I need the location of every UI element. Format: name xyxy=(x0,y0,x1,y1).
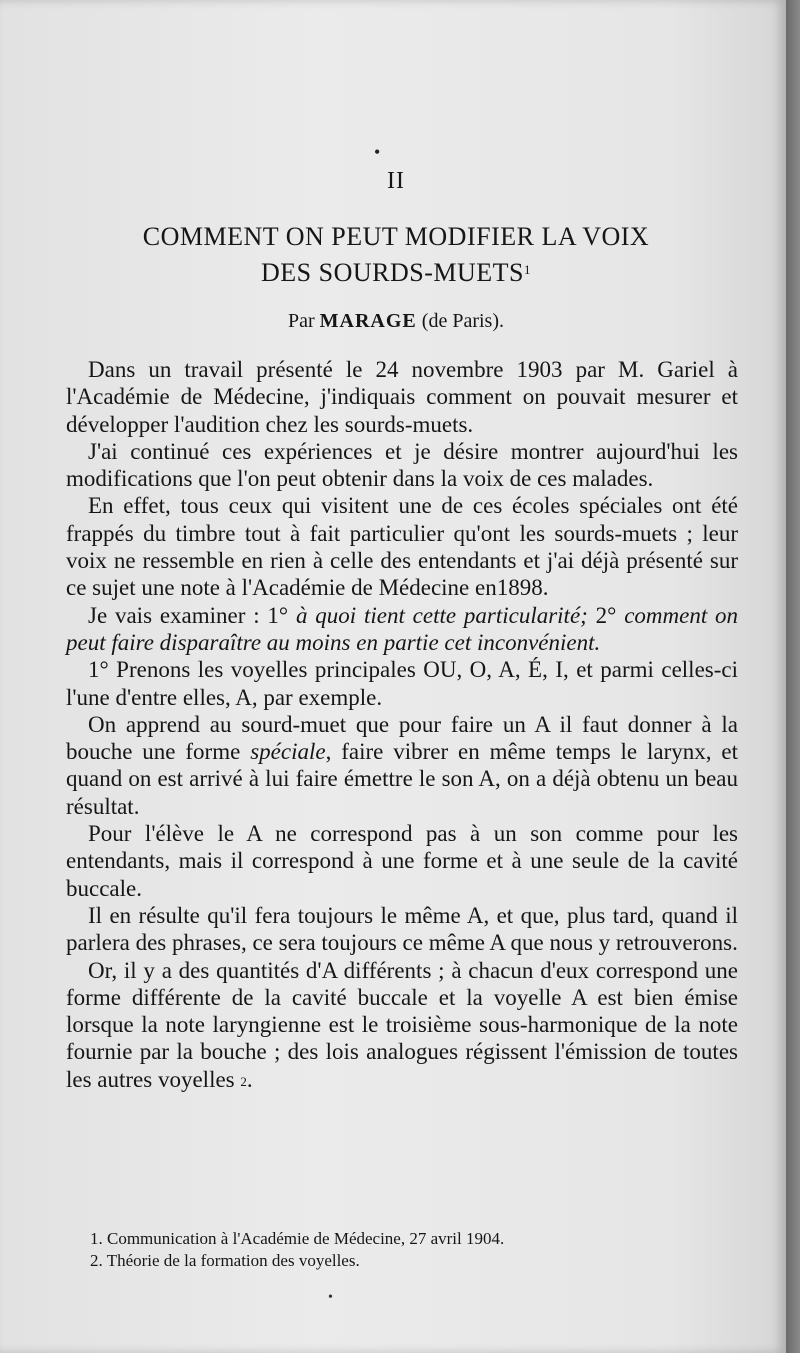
chapter-numeral: II xyxy=(387,168,405,194)
paragraph-7: Pour l'élève le A ne correspond pas à un son comme pour les entendants, mais il correspond à une forme et à une seule de la cavité buccale. xyxy=(66,821,738,901)
paragraph-6-b: , faire vibrer en même temps le larynx, et quand on est arrivé à lui faire émettre le son A, on a déjà obtenu un beau résultat. xyxy=(66,739,739,819)
paragraph-9-end: . xyxy=(246,1066,253,1092)
paragraph-2: J'ai continué ces expériences et je désire montrer aujourd'hui les modifications que l'on peut obtenir dans la voix de ces malades. xyxy=(66,438,738,492)
paragraph-5: 1° Prenons les voyelles principales OU, O, A, É, I, et parmi celles-ci l'une d'entre elles, A, par exemple. xyxy=(66,657,738,710)
paragraph-4-italic-1: à quoi tient cette particularité; xyxy=(295,602,588,628)
top-mark: • xyxy=(374,142,381,162)
paragraph-9-text: Or, il y a des quantités d'A différents ; à chacun d'eux correspond une forme différente de la cavité buccale et la voyelle A est bien émise lorsque la note laryngienne est le troisième sous-harmonique de la note fournie par la bouche ; des lois analogues régissent l'émission de toutes les autres voyelles xyxy=(66,957,738,1092)
title-line-2-text: DES SOURDS-MUETS xyxy=(261,258,524,287)
bottom-mark: • xyxy=(328,1290,333,1305)
author-name: MARAGE xyxy=(319,310,417,332)
paragraph-4-lead: Je vais examiner : 1° xyxy=(88,602,289,628)
paragraph-6 xyxy=(66,711,738,820)
byline xyxy=(66,310,726,333)
paragraph-4 xyxy=(66,602,738,657)
title-footnote-ref: 1 xyxy=(524,262,531,277)
byline-prefix: Par xyxy=(288,310,315,332)
paragraph-1: Dans un travail présenté le 24 novembre 1903 par M. Gariel à l'Académie de Médecine, j'indiquais comment on pouvait mesurer et développer l'audition chez les sourds-muets. xyxy=(66,357,738,437)
paragraph-3: En effet, tous ceux qui visitent une de ces écoles spéciales ont été frappés du timbre tout à fait particulier qu'ont les sourds-muets ; leur voix ne ressemble en rien à celle des entendants et j'ai déjà présenté sur ce sujet une note à l'Académie de Médecine en1898. xyxy=(66,493,738,601)
page-edge xyxy=(786,0,800,1353)
footnote-2: 2. Théorie de la formation des voyelles. xyxy=(90,1251,360,1270)
footnotes xyxy=(66,1228,738,1272)
paragraph-6-a: On apprend au sourd-muet que pour faire un A il faut donner à la bouche une forme xyxy=(66,711,738,765)
footnote-ref-2: 2 xyxy=(240,1073,247,1089)
body-text xyxy=(66,356,738,1093)
title-line-1: COMMENT ON PEUT MODIFIER LA VOIX xyxy=(142,222,650,251)
paragraph-6-italic: spéciale xyxy=(250,739,326,765)
paragraph-8: Il en résulte qu'il fera toujours le même A, et que, plus tard, quand il parlera des phrases, ce sera toujours ce même A que nous y retrouverons. xyxy=(66,902,738,956)
paragraph-4-mid: 2° xyxy=(595,602,617,628)
paragraph-9 xyxy=(66,957,738,1093)
author-affiliation: (de Paris). xyxy=(421,310,504,332)
title-line-2 xyxy=(66,258,726,288)
paragraph-4-italic-2: comment on peut faire disparaître au moins en partie cet inconvénient. xyxy=(66,602,739,655)
footnote-1: 1. Communication à l'Académie de Médecine, 27 avril 1904. xyxy=(90,1229,505,1248)
